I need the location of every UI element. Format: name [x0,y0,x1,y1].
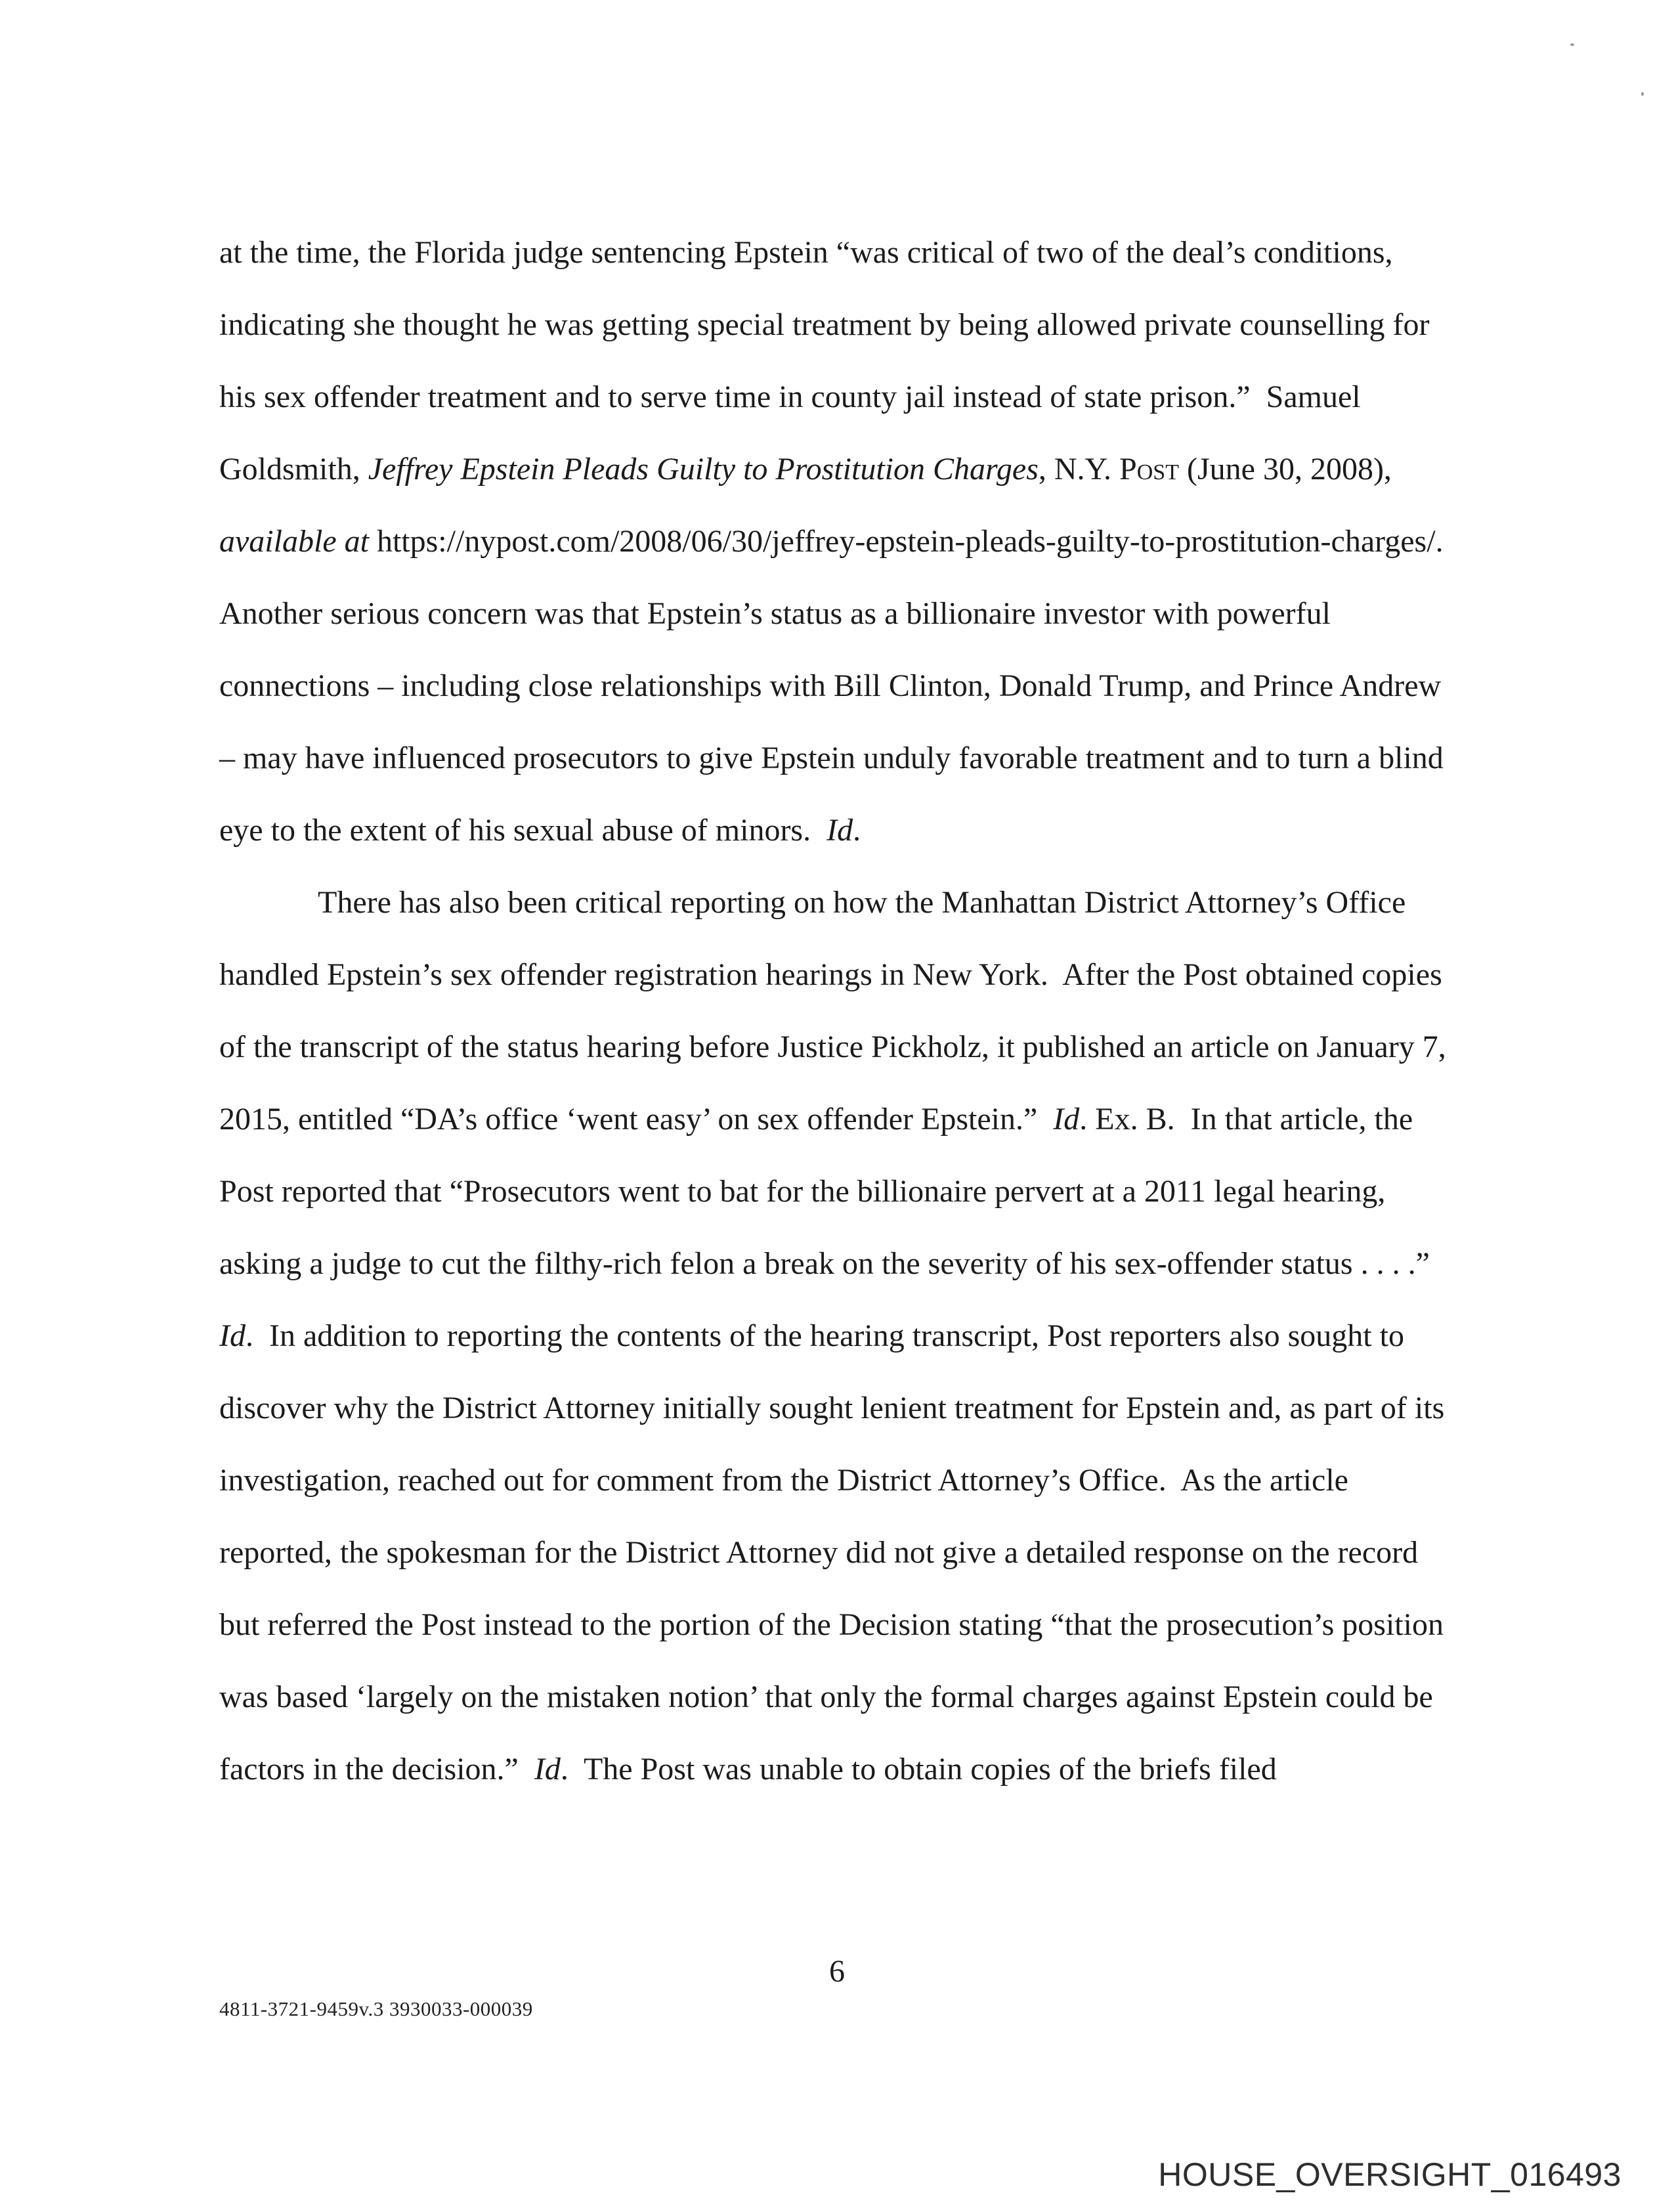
scan-speck [1570,43,1574,46]
document-text [219,217,1455,1806]
text-run: . The Post was unable to obtain copies of the briefs filed [560,1752,1277,1787]
text-run: There has also been critical reporting on how the Manhattan District Attorney’s Office handled Epstein’s sex offender registration hearings in New York. After the Post obtained copies of the transcript of the status hearing before Justice Pickholz, it published an article on January 7, 2015, entitled “DA’s office ‘went easy’ on sex offender Epstein.” [219,885,1454,1137]
italic-text-run: Id [219,1318,246,1353]
italic-text-run: Jeffrey Epstein Pleads Guilty to Prostitution Charges [368,452,1039,487]
bates-number: HOUSE_OVERSIGHT_016493 [1158,2156,1621,2193]
text-run: at the time, the Florida judge sentencing Epstein “was critical of two of the deal’s conditions, indicating she thought he was getting special treatment by being allowed private counselling for his sex offender treatment and to serve time in county jail instead of state prison.” Samuel Goldsmith, [219,235,1438,487]
text-run: https://nypost.com/2008/06/30/jeffrey-epstein-pleads-guilty-to-prostitution-charges/. Another serious concern was that Epstein’s status as a billionaire investor with powerful connections – including close relationships with Bill Clinton, Donald Trump, and Prince Andrew – may have influenced prosecutors to give Epstein unduly favorable treatment and to turn a blind eye to the extent of his sexual abuse of minors. [219,524,1457,848]
text-run: (June 30, 2008), [1178,452,1400,487]
text-run: . In addition to reporting the contents of the hearing transcript, Post reporters also sought to discover why the District Attorney initially sought lenient treatment for Epstein and, as part of its investigation, reached out for comment from the District Attorney’s Office. As the article reported, the spokesman for the District Attorney did not give a detailed response on the record but referred the Post instead to the portion of the Decision stating “that the prosecution’s position was based ‘largely on the mistaken notion’ that only the formal charges against Epstein could be factors in the decision.” [219,1318,1453,1787]
page-number: 6 [829,1954,845,1989]
italic-text-run: Id [826,813,853,848]
italic-text-run: available at [219,524,369,559]
paragraph [219,867,1455,1806]
smallcaps-text-run: Post [1119,452,1179,487]
text-run: . Ex. B. In that article, the Post reported that “Prosecutors went to bat for the billionaire pervert at a 2011 legal hearing, asking a judge to cut the filthy-rich felon a break on the severity of his sex-offender status . . . .” [219,1102,1446,1281]
italic-text-run: Id [1053,1102,1080,1137]
scan-speck [1641,92,1644,96]
italic-text-run: Id [534,1752,561,1787]
text-run: , N.Y. [1038,452,1120,487]
paragraph [219,217,1455,867]
text-run: . [853,813,861,848]
document-control-number: 4811-3721-9459v.3 3930033-000039 [219,1997,533,2020]
